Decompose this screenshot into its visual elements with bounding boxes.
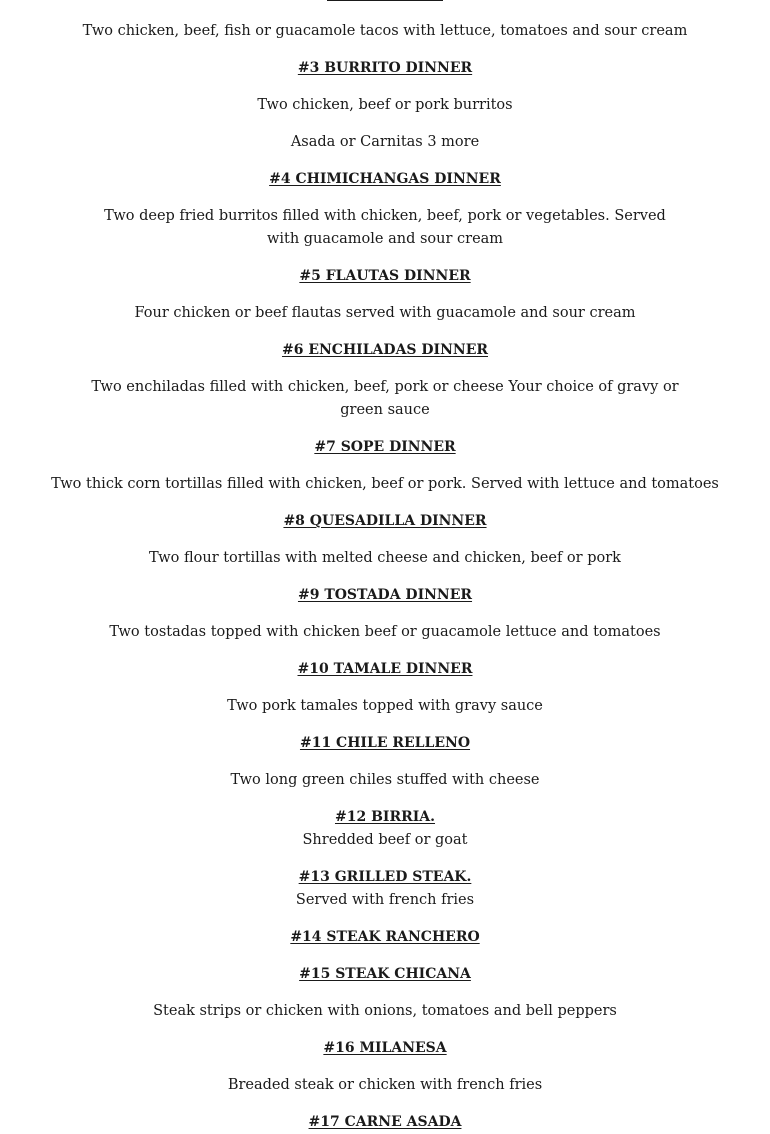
menu-item-15-description: Steak strips or chicken with onions, tomatoes and bell peppers <box>153 1003 617 1019</box>
menu-item-11-title: #11 CHILE RELLENO <box>299 735 471 751</box>
menu-item-16-title: #16 MILANESA <box>323 1040 447 1056</box>
menu-item-3-description: Two chicken, beef or pork burritos <box>257 97 513 113</box>
menu-item-6-description: Two enchiladas filled with chicken, beef, pork or cheese Your choice of gravy or green sauce <box>91 379 679 418</box>
menu-item-5-title: #5 FLAUTAS DINNER <box>299 268 471 284</box>
menu-item-8-title: #8 QUESADILLA DINNER <box>283 513 487 529</box>
menu-item-13-description: Served with french fries <box>295 892 475 908</box>
menu-item-9-title: #9 TOSTADA DINNER <box>297 587 473 603</box>
menu-item-10-description: Two pork tamales topped with gravy sauce <box>227 698 543 714</box>
menu-item-3-note: Asada or Carnitas 3 more <box>290 134 480 150</box>
menu-item-10-title: #10 TAMALE DINNER <box>297 661 473 677</box>
menu-item-17-title: #17 CARNE ASADA <box>308 1114 462 1130</box>
menu-item-7-title: #7 SOPE DINNER <box>314 439 456 455</box>
menu-item-9-description: Two tostadas topped with chicken beef or guacamole lettuce and tomatoes <box>109 624 661 640</box>
menu-item-8-description: Two flour tortillas with melted cheese and chicken, beef or pork <box>149 550 621 566</box>
menu-item-12-title: #12 BIRRIA. <box>334 809 436 825</box>
top-divider <box>327 0 443 1</box>
menu-item-15-title: #15 STEAK CHICANA <box>299 966 471 982</box>
menu-item-11-description: Two long green chiles stuffed with cheese <box>230 772 540 788</box>
menu-item-13-title: #13 GRILLED STEAK. <box>298 869 472 885</box>
menu-item-4-title: #4 CHIMICHANGAS DINNER <box>269 171 501 187</box>
menu-item-14-title: #14 STEAK RANCHERO <box>290 929 480 945</box>
tacos-description: Two chicken, beef, fish or guacamole tacos with lettuce, tomatoes and sour cream <box>82 23 688 39</box>
menu-item-6-title: #6 ENCHILADAS DINNER <box>281 342 488 358</box>
menu-item-3-title: #3 BURRITO DINNER <box>297 60 473 76</box>
menu-item-7-description: Two thick corn tortillas filled with chicken, beef or pork. Served with lettuce and tomatoes <box>51 476 719 492</box>
menu-item-12-description: Shredded beef or goat <box>302 832 468 848</box>
menu-item-16-description: Breaded steak or chicken with french fries <box>227 1077 543 1093</box>
menu-item-4-description: Two deep fried burritos filled with chicken, beef, pork or vegetables. Served with guacamole and sour cream <box>104 208 666 247</box>
menu-item-5-description: Four chicken or beef flautas served with guacamole and sour cream <box>134 305 636 321</box>
